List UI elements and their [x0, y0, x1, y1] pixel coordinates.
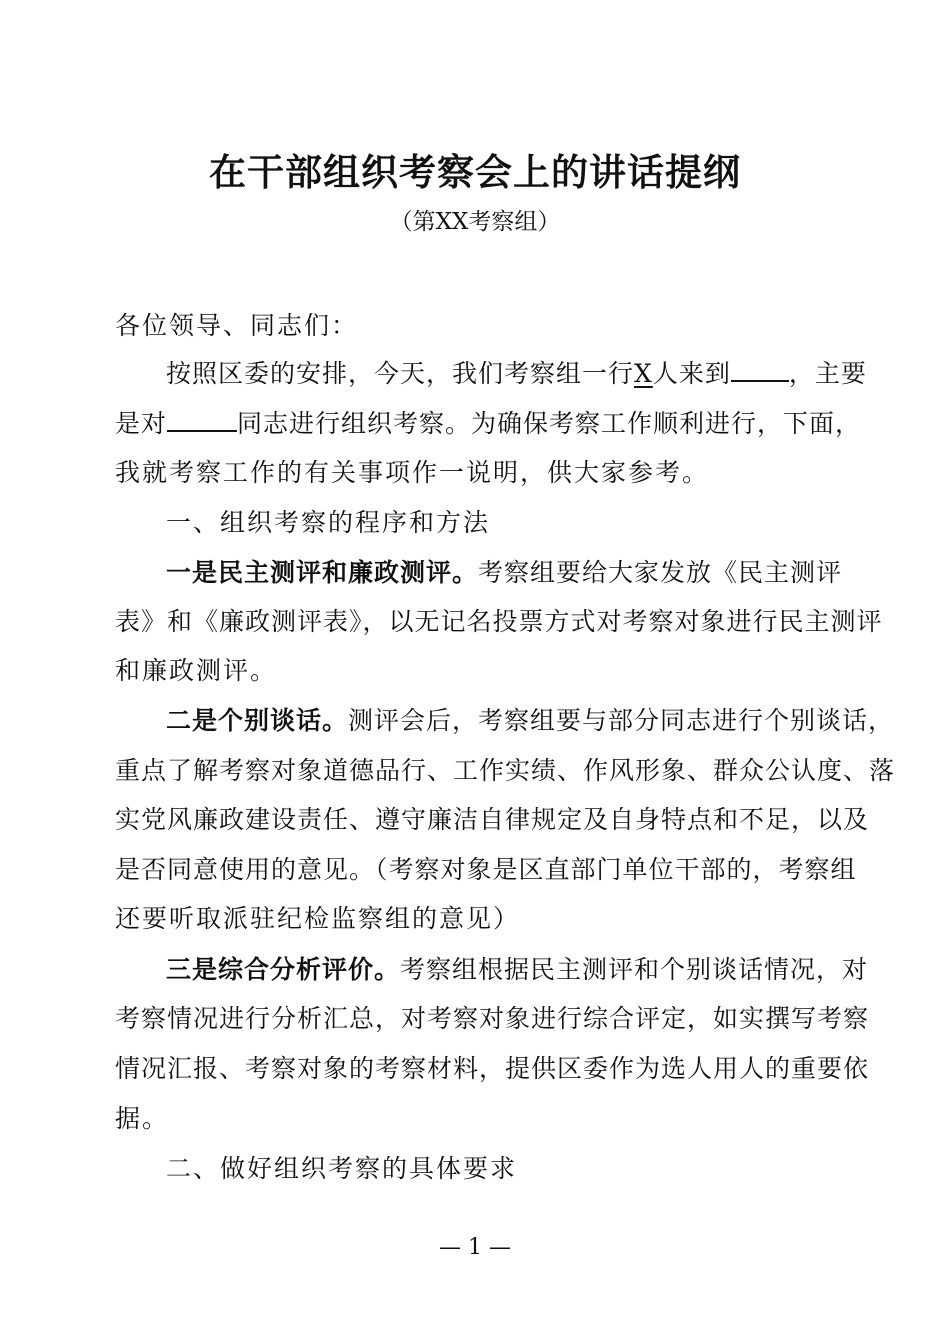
p3-line-3: 情况汇报、考察对象的考察材料，提供区委作为选人用人的重要依: [115, 1054, 870, 1083]
candidate-name-blank: [167, 404, 237, 432]
salutation: 各位领导、同志们：: [115, 311, 359, 340]
page-number: — 1 —: [439, 1235, 511, 1260]
p1-line-1: 一是民主测评和廉政测评。考察组要给大家发放《民主测评: [166, 558, 843, 587]
p2-line-2: 重点了解考察对象道德品行、工作实绩、作风形象、群众公认度、落: [115, 756, 896, 785]
p1-line-2: 表》和《廉政测评表》，以无记名投票方式对考察对象进行民主测评: [115, 607, 883, 636]
p3-lead: 三是综合分析评价。: [166, 955, 401, 984]
intro-line-2: 是对 同志进行组织考察。为确保考察工作顺利进行，下面，: [115, 404, 837, 443]
intro-line-1: 按照区委的安排，今天，我们考察组一行X人来到 ，主要: [166, 354, 837, 393]
section-heading-1: 一、组织考察的程序和方法: [166, 508, 491, 537]
p1-lead: 一是民主测评和廉政测评。: [166, 558, 479, 587]
document-title: 在干部组织考察会上的讲话提纲: [209, 150, 741, 194]
p3-line-1: 三是综合分析评价。考察组根据民主测评和个别谈话情况，对: [166, 955, 869, 984]
intro-line-3: 我就考察工作的有关事项作一说明，供大家参考。: [115, 458, 710, 487]
p2-line-3: 实党风廉政建设责任、遵守廉洁自律规定及自身特点和不足，以及: [115, 805, 870, 834]
p2-line-5: 还要听取派驻纪检监察组的意见）: [115, 904, 521, 933]
p1-line-3: 和廉政测评。: [115, 656, 278, 685]
p3-line-4: 据。: [115, 1104, 170, 1133]
p2-line-4: 是否同意使用的意见。（考察对象是区直部门单位干部的，考察组: [115, 855, 857, 884]
location-blank: [731, 354, 789, 382]
section-heading-2: 二、做好组织考察的具体要求: [166, 1154, 518, 1183]
p2-lead: 二是个别谈话。: [166, 706, 349, 735]
document-subtitle: （第XX考察组）: [389, 209, 561, 235]
group-size-value: X: [634, 359, 653, 388]
p2-line-1: 二是个别谈话。测评会后，考察组要与部分同志进行个别谈话，: [166, 706, 895, 735]
p3-line-2: 考察情况进行分析汇总，对考察对象进行综合评定，如实撰写考察: [115, 1004, 870, 1033]
